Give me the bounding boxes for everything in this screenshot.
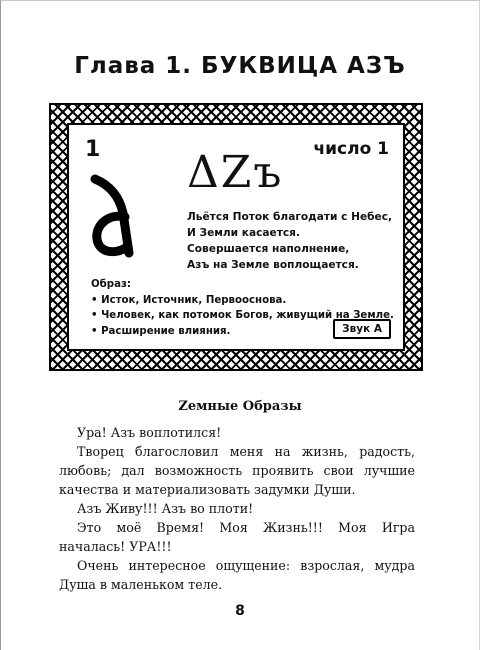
images-title: Образ: [91, 279, 131, 290]
card-number: 1 [85, 137, 101, 162]
paragraph: Азъ Живу!!! Азъ во плоти! [77, 501, 254, 516]
body-text [59, 423, 415, 594]
letter-name: ΔZъ [187, 147, 284, 198]
verse [187, 209, 392, 273]
paragraph: Творец благословил меня на жизнь, радость, любовь; дал возможность проявить свои лучшие качества и материализовать задумки Души. [59, 444, 415, 497]
images-list-item: • Человек, как потомок Богов, живущий на Земле. [91, 308, 394, 324]
paragraph: Очень интересное ощущение: взрослая, мудра Душа в маленьком теле. [59, 558, 415, 592]
chapter-title: Глава 1. БУКВИЦА АЗЪ [74, 53, 406, 79]
verse-line: Совершается наполнение, [187, 243, 350, 255]
images-list-item: • Исток, Источник, Первооснова. [91, 293, 394, 309]
page-number: 8 [235, 603, 245, 619]
paragraph: Ура! Азъ воплотился! [77, 425, 222, 440]
section-heading: Zемные Образы [178, 399, 302, 414]
verse-line: Льётся Поток благодати с Небес, [187, 211, 393, 223]
letter-card [67, 123, 405, 351]
big-letter-glyph-icon [89, 173, 145, 259]
verse-line: И Земли касается. [187, 227, 300, 239]
card-number-label: число 1 [313, 139, 389, 159]
paragraph: Это моё Время! Моя Жизнь!!! Моя Игра началась! УРА!!! [59, 520, 415, 554]
images-list-item: • Расширение влияния. [91, 324, 394, 340]
sound-badge: Звук А [333, 319, 391, 339]
verse-line: Азъ на Земле воплощается. [187, 259, 359, 271]
